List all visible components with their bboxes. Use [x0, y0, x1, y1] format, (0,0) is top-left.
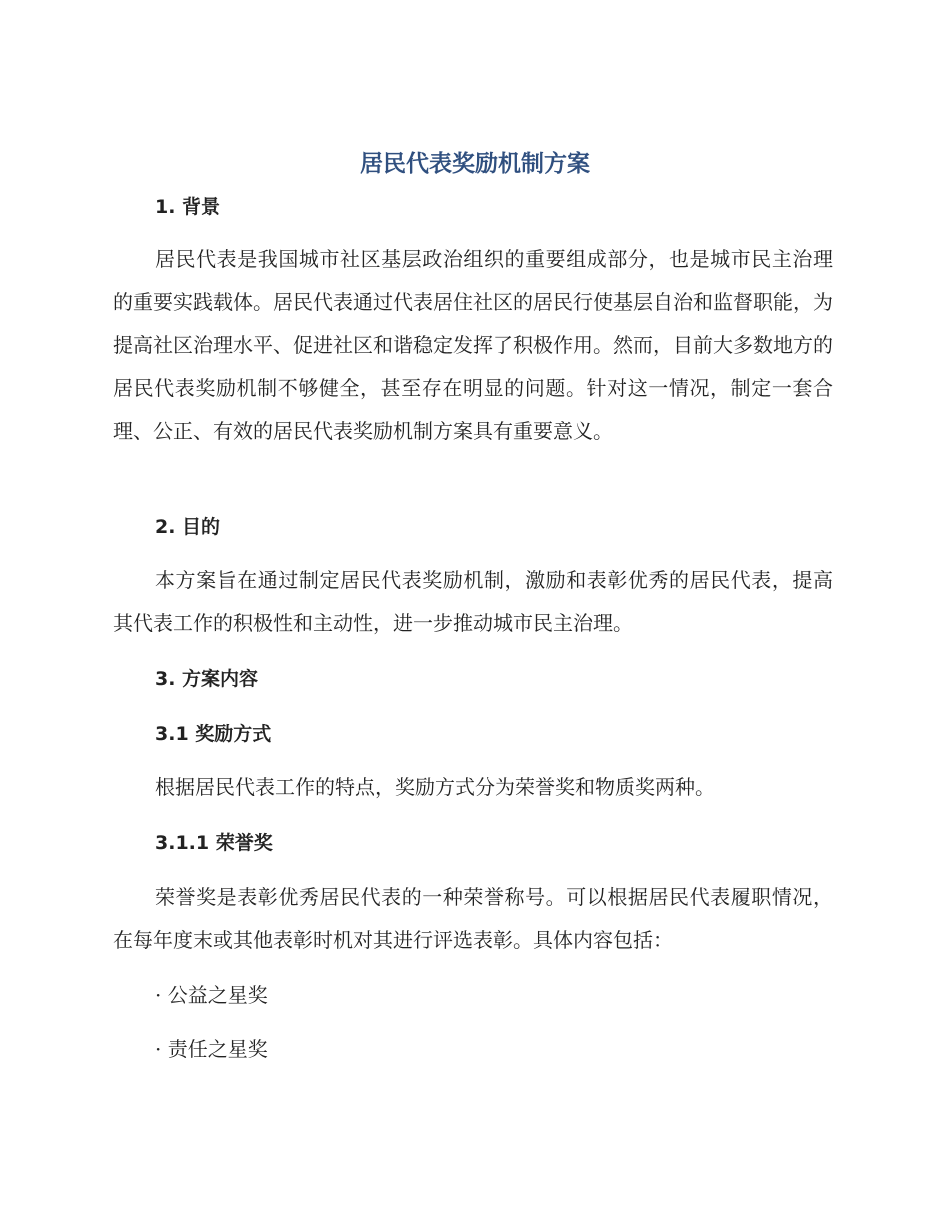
- section-heading-reward-methods: 3.1 奖励方式: [155, 723, 272, 745]
- section-heading-background: 1. 背景: [155, 196, 221, 218]
- list-item-responsibility-star: · 责任之星奖: [155, 1037, 268, 1061]
- document-title: 居民代表奖励机制方案: [360, 151, 590, 177]
- purpose-paragraph: 本方案旨在通过制定居民代表奖励机制，激励和表彰优秀的居民代表，提高其代表工作的积极性和主动性，进一步推动城市民主治理。: [113, 568, 833, 635]
- section-heading-honor-award: 3.1.1 荣誉奖: [155, 832, 273, 854]
- list-item-public-welfare-star: · 公益之星奖: [155, 983, 268, 1007]
- honor-award-paragraph: 荣誉奖是表彰优秀居民代表的一种荣誉称号。可以根据居民代表履职情况，在每年度末或其他表彰时机对其进行评选表彰。具体内容包括：: [113, 885, 833, 952]
- section-heading-purpose: 2. 目的: [155, 516, 221, 538]
- background-paragraph: 居民代表是我国城市社区基层政治组织的重要组成部分，也是城市民主治理的重要实践载体。居民代表通过代表居住社区的居民行使基层自治和监督职能，为提高社区治理水平、促进社区和谐稳定发挥了积极作用。然而，目前大多数地方的居民代表奖励机制不够健全，甚至存在明显的问题。针对这一情况，制定一套合理、公正、有效的居民代表奖励机制方案具有重要意义。: [113, 247, 833, 443]
- reward-methods-paragraph: 根据居民代表工作的特点，奖励方式分为荣誉奖和物质奖两种。: [155, 775, 715, 799]
- section-heading-content: 3. 方案内容: [155, 668, 259, 690]
